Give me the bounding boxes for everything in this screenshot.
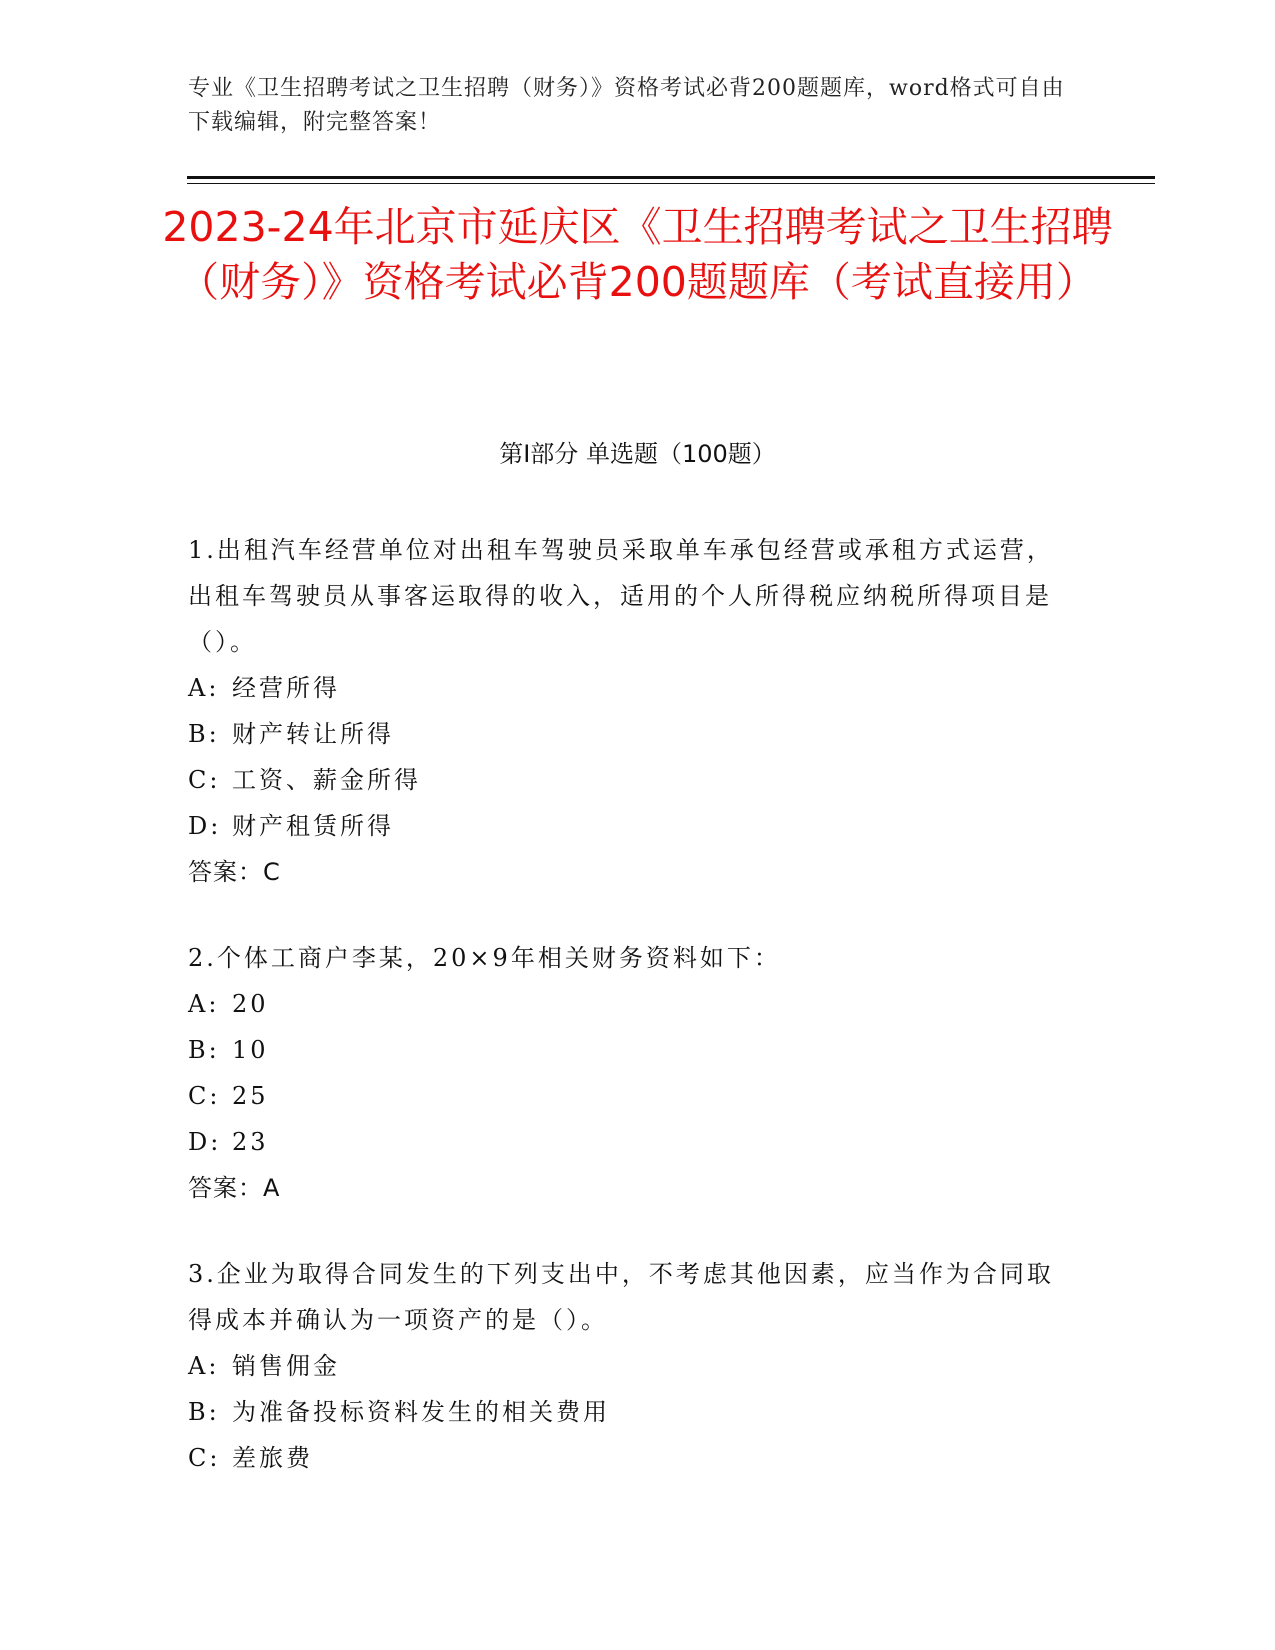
option-key: B: (188, 720, 220, 748)
question-item (188, 935, 1058, 1211)
question-list (188, 527, 1058, 1521)
question-stem: 3.企业为取得合同发生的下列支出中，不考虑其他因素，应当作为合同取得成本并确认为一项资产的是（）。 (188, 1260, 1054, 1334)
option-d (188, 803, 1058, 849)
option-d (188, 1119, 1058, 1165)
option-a (188, 981, 1058, 1027)
option-key: A: (188, 990, 220, 1018)
option-b (188, 1027, 1058, 1073)
option-text: 经营所得 (232, 674, 340, 702)
option-text: 23 (232, 1128, 269, 1156)
option-b (188, 1389, 1058, 1435)
question-item (188, 1251, 1058, 1481)
document-title: 2023-24年北京市延庆区《卫生招聘考试之卫生招聘（财务）》资格考试必背200题题库（考试直接用） (162, 203, 1113, 306)
option-text: 工资、薪金所得 (232, 766, 421, 794)
option-c (188, 1435, 1058, 1481)
option-key: C: (188, 1082, 221, 1110)
option-text: 10 (232, 1036, 269, 1064)
header-divider-thick (187, 176, 1155, 179)
option-text: 销售佣金 (232, 1352, 340, 1380)
header-divider-thin (187, 183, 1155, 184)
option-key: C: (188, 1444, 221, 1472)
option-text: 财产租赁所得 (232, 812, 394, 840)
option-text: 20 (232, 990, 269, 1018)
answer-line: 答案：A (188, 1174, 281, 1202)
header-note: 专业《卫生招聘考试之卫生招聘（财务）》资格考试必背200题题库，word格式可自由下载编辑，附完整答案！ (188, 76, 1065, 135)
question-item (188, 527, 1058, 895)
option-c (188, 1073, 1058, 1119)
answer-line: 答案：C (188, 858, 281, 886)
option-key: C: (188, 766, 221, 794)
option-key: D: (188, 812, 222, 840)
option-c (188, 757, 1058, 803)
question-stem: 2.个体工商户李某，20×9年相关财务资料如下： (188, 944, 781, 972)
option-text: 差旅费 (232, 1444, 313, 1472)
option-text: 为准备投标资料发生的相关费用 (232, 1398, 610, 1426)
option-a (188, 1343, 1058, 1389)
section-heading: 第Ⅰ部分 单选题（100题） (499, 440, 776, 468)
question-stem: 1.出租汽车经营单位对出租车驾驶员采取单车承包经营或承租方式运营，出租车驾驶员从事客运取得的收入，适用的个人所得税应纳税所得项目是（）。 (188, 536, 1054, 656)
option-key: A: (188, 1352, 220, 1380)
option-text: 财产转让所得 (232, 720, 394, 748)
option-key: A: (188, 674, 220, 702)
option-b (188, 711, 1058, 757)
option-key: D: (188, 1128, 222, 1156)
option-key: B: (188, 1036, 220, 1064)
option-text: 25 (232, 1082, 269, 1110)
option-a (188, 665, 1058, 711)
option-key: B: (188, 1398, 220, 1426)
